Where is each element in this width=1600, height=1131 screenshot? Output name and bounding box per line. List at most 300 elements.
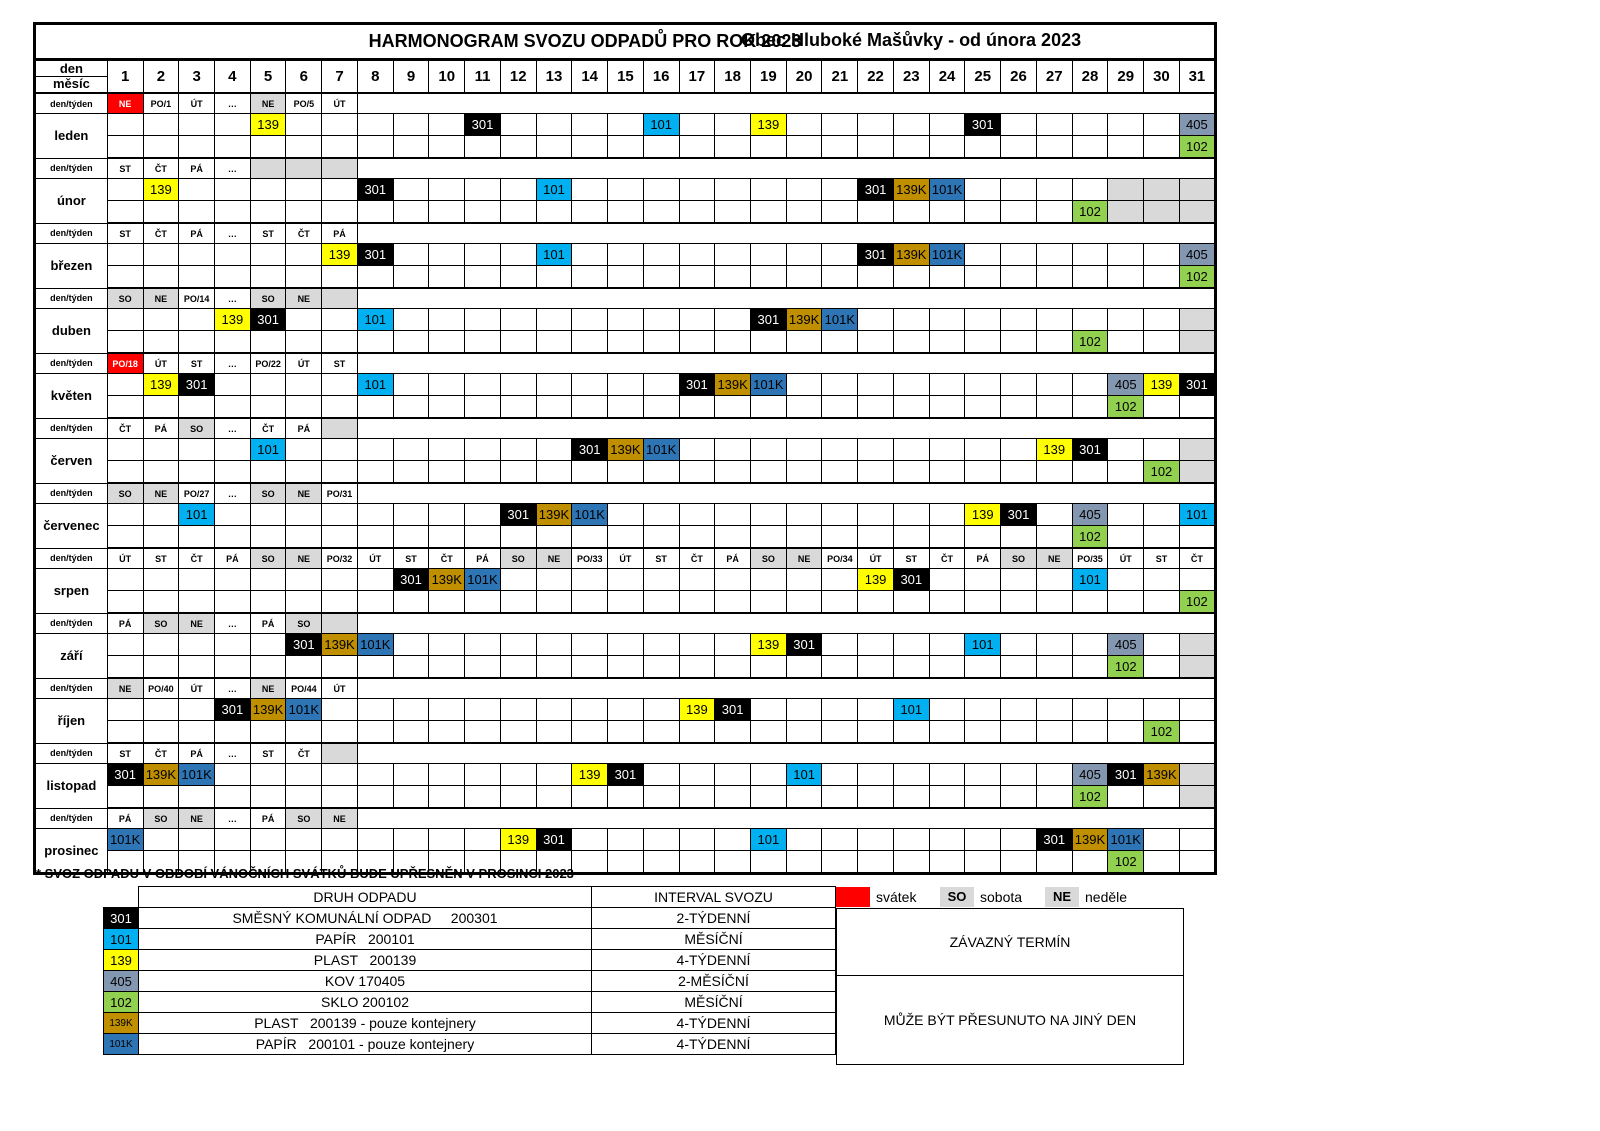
pickup-cell <box>751 504 787 526</box>
pickup-interval: MĚSÍČNÍ <box>592 992 836 1013</box>
pickup-cell <box>965 396 1001 419</box>
pickup-cell <box>1036 526 1072 549</box>
pickup-row-2 <box>35 136 1216 159</box>
weekday-cell: PÁ <box>179 158 215 179</box>
pickup-cell <box>1072 656 1108 679</box>
pickup-cell <box>893 461 929 484</box>
pickup-cell <box>536 309 572 331</box>
pickup-cell: 301 <box>107 764 143 786</box>
day-number: 23 <box>893 60 929 94</box>
pickup-cell <box>250 656 286 679</box>
pickup-cell: 139 <box>214 309 250 331</box>
month-label: říjen <box>35 699 108 744</box>
pickup-cell <box>1144 786 1180 809</box>
pickup-cell <box>143 244 179 266</box>
pickup-cell <box>715 201 751 224</box>
pickup-cell <box>107 786 143 809</box>
pickup-cell <box>1108 331 1144 354</box>
weekday-label: den/týden <box>35 678 108 699</box>
pickup-cell <box>214 266 250 289</box>
pickup-cell <box>679 309 715 331</box>
pickup-cell <box>393 699 429 721</box>
pickup-cell <box>214 114 250 136</box>
weekday-cell: ÚT <box>179 678 215 699</box>
weekday-row <box>35 158 1216 179</box>
pickup-cell <box>393 786 429 809</box>
weekday-cell: SO <box>751 548 787 569</box>
pickup-cell <box>822 591 858 614</box>
day-number: 9 <box>393 60 429 94</box>
pickup-cell: 139K <box>322 634 358 656</box>
pickup-cell: 101K <box>107 829 143 851</box>
pickup-cell <box>893 114 929 136</box>
pickup-cell <box>1036 396 1072 419</box>
pickup-cell <box>500 591 536 614</box>
pickup-cell <box>179 136 215 159</box>
pickup-cell <box>608 699 644 721</box>
weekday-row <box>35 548 1216 569</box>
pickup-cell <box>536 786 572 809</box>
pickup-cell: 139K <box>250 699 286 721</box>
pickup-cell <box>893 656 929 679</box>
pickup-cell <box>858 851 894 874</box>
pickup-row <box>35 374 1216 396</box>
pickup-cell <box>179 461 215 484</box>
pickup-cell <box>322 374 358 396</box>
pickup-cell: 101K <box>643 439 679 461</box>
pickup-cell <box>572 851 608 874</box>
pickup-cell <box>393 309 429 331</box>
pickup-cell <box>179 439 215 461</box>
weekday-cell: … <box>214 158 250 179</box>
pickup-cell <box>536 591 572 614</box>
pickup-cell <box>858 699 894 721</box>
pickup-cell: 301 <box>536 829 572 851</box>
pickup-cell <box>536 114 572 136</box>
pickup-cell <box>715 634 751 656</box>
pickup-row <box>35 114 1216 136</box>
pickup-cell <box>715 526 751 549</box>
pickup-cell <box>465 266 501 289</box>
pickup-cell <box>893 526 929 549</box>
pickup-cell <box>179 201 215 224</box>
pickup-cell: 102 <box>1072 201 1108 224</box>
day-number: 3 <box>179 60 215 94</box>
pickup-cell <box>107 374 143 396</box>
pickup-cell <box>965 179 1001 201</box>
pickup-cell <box>286 309 322 331</box>
pickup-cell <box>715 504 751 526</box>
pickup-cell <box>1072 634 1108 656</box>
pickup-cell <box>250 244 286 266</box>
pickup-cell: 139K <box>1072 829 1108 851</box>
pickup-cell: 101 <box>1072 569 1108 591</box>
pickup-cell <box>1179 656 1215 679</box>
weekday-row <box>35 613 1216 634</box>
pickup-cell <box>643 136 679 159</box>
pickup-cell <box>465 829 501 851</box>
pickup-cell <box>500 136 536 159</box>
pickup-cell <box>1001 266 1037 289</box>
holiday-note: * SVOZ ODPADU V OBDOBÍ VÁNOČNÍCH SVÁTKŮ BUDE UPŘESNĚN V PROSINCI 2023 <box>36 866 574 881</box>
pickup-cell <box>465 721 501 744</box>
pickup-cell <box>786 851 822 874</box>
weekday-cell: ST <box>143 548 179 569</box>
pickup-cell <box>608 179 644 201</box>
pickup-cell <box>107 591 143 614</box>
pickup-cell <box>715 829 751 851</box>
pickup-cell <box>286 374 322 396</box>
pickup-cell <box>679 201 715 224</box>
pickup-cell <box>393 634 429 656</box>
pickup-cell <box>965 656 1001 679</box>
pickup-cell <box>322 396 358 419</box>
pickup-cell: 405 <box>1072 764 1108 786</box>
month-label: červen <box>35 439 108 484</box>
pickup-cell <box>965 136 1001 159</box>
pickup-cell <box>1072 721 1108 744</box>
weekday-cell <box>286 158 322 179</box>
waste-code: 405 <box>104 971 139 992</box>
pickup-cell <box>751 244 787 266</box>
pickup-cell: 139K <box>1144 764 1180 786</box>
pickup-cell <box>1072 374 1108 396</box>
pickup-cell <box>822 526 858 549</box>
pickup-cell <box>465 591 501 614</box>
pickup-cell <box>214 179 250 201</box>
pickup-cell <box>322 309 358 331</box>
pickup-cell <box>1179 396 1215 419</box>
pickup-cell <box>143 634 179 656</box>
pickup-cell: 301 <box>1108 764 1144 786</box>
pickup-interval: 4-TÝDENNÍ <box>592 1013 836 1034</box>
pickup-cell <box>643 244 679 266</box>
pickup-cell <box>214 374 250 396</box>
pickup-cell <box>107 656 143 679</box>
weekday-cell: NE <box>143 483 179 504</box>
weekday-cell: PÁ <box>250 808 286 829</box>
pickup-cell <box>572 309 608 331</box>
pickup-cell <box>1144 136 1180 159</box>
day-number: 10 <box>429 60 465 94</box>
pickup-cell <box>1036 331 1072 354</box>
pickup-cell <box>572 179 608 201</box>
pickup-cell <box>893 309 929 331</box>
pickup-cell <box>429 699 465 721</box>
pickup-cell <box>1179 526 1215 549</box>
sunday-swatch: NE <box>1045 887 1079 907</box>
pickup-cell <box>822 244 858 266</box>
pickup-cell <box>286 526 322 549</box>
pickup-cell <box>322 764 358 786</box>
pickup-cell <box>1001 591 1037 614</box>
pickup-cell: 139 <box>250 114 286 136</box>
weekday-cell: NE <box>286 483 322 504</box>
pickup-cell <box>965 439 1001 461</box>
pickup-cell <box>214 331 250 354</box>
pickup-cell <box>643 201 679 224</box>
weekday-label: den/týden <box>35 418 108 439</box>
pickup-cell <box>500 244 536 266</box>
day-number: 16 <box>643 60 679 94</box>
pickup-cell <box>858 136 894 159</box>
pickup-cell <box>965 721 1001 744</box>
day-number: 11 <box>465 60 501 94</box>
pickup-cell <box>929 396 965 419</box>
pickup-cell <box>536 374 572 396</box>
pickup-cell <box>893 266 929 289</box>
pickup-cell <box>1036 244 1072 266</box>
weekday-cell: NE <box>1036 548 1072 569</box>
weekday-cell: ČT <box>929 548 965 569</box>
pickup-cell <box>893 439 929 461</box>
pickup-cell <box>572 786 608 809</box>
pickup-cell <box>858 721 894 744</box>
pickup-cell <box>965 526 1001 549</box>
weekday-cell: ČT <box>1179 548 1215 569</box>
pickup-cell <box>679 331 715 354</box>
pickup-cell <box>179 786 215 809</box>
pickup-cell <box>965 266 1001 289</box>
pickup-cell <box>893 829 929 851</box>
pickup-cell <box>429 136 465 159</box>
weekday-cell: PÁ <box>286 418 322 439</box>
pickup-cell <box>608 331 644 354</box>
pickup-cell <box>1001 439 1037 461</box>
weekday-cell: SO <box>143 808 179 829</box>
pickup-cell <box>608 201 644 224</box>
weekday-row <box>35 483 1216 504</box>
pickup-cell <box>465 374 501 396</box>
pickup-cell <box>608 851 644 874</box>
pickup-cell <box>608 526 644 549</box>
pickup-cell <box>286 461 322 484</box>
day-number: 28 <box>1072 60 1108 94</box>
pickup-cell <box>858 634 894 656</box>
day-number: 8 <box>357 60 393 94</box>
pickup-cell <box>357 266 393 289</box>
weekday-cell: … <box>214 93 250 114</box>
pickup-cell: 139 <box>143 374 179 396</box>
pickup-cell: 102 <box>1072 331 1108 354</box>
pickup-cell <box>679 179 715 201</box>
pickup-cell <box>1108 201 1144 224</box>
pickup-cell <box>500 721 536 744</box>
pickup-cell <box>107 331 143 354</box>
pickup-cell <box>929 721 965 744</box>
pickup-cell <box>751 591 787 614</box>
pickup-row <box>35 764 1216 786</box>
weekday-cell: PÁ <box>965 548 1001 569</box>
pickup-cell <box>1144 851 1180 874</box>
legend-row <box>104 1034 836 1055</box>
pickup-row-2 <box>35 526 1216 549</box>
pickup-cell: 301 <box>679 374 715 396</box>
pickup-cell <box>1001 851 1037 874</box>
pickup-cell <box>572 569 608 591</box>
pickup-cell <box>179 244 215 266</box>
pickup-cell: 301 <box>214 699 250 721</box>
pickup-cell <box>608 309 644 331</box>
pickup-cell <box>250 569 286 591</box>
pickup-cell <box>965 461 1001 484</box>
pickup-cell <box>643 764 679 786</box>
pickup-cell <box>751 569 787 591</box>
weekday-cell: PÁ <box>107 808 143 829</box>
pickup-cell <box>1179 569 1215 591</box>
pickup-cell <box>214 136 250 159</box>
weekday-label: den/týden <box>35 223 108 244</box>
pickup-cell <box>1001 244 1037 266</box>
day-number: 13 <box>536 60 572 94</box>
pickup-cell <box>929 136 965 159</box>
pickup-cell <box>1036 634 1072 656</box>
pickup-cell <box>214 201 250 224</box>
pickup-cell <box>786 569 822 591</box>
legend-blank <box>104 887 139 908</box>
pickup-cell: 301 <box>393 569 429 591</box>
pickup-cell <box>1144 396 1180 419</box>
pickup-cell <box>465 526 501 549</box>
pickup-cell <box>786 266 822 289</box>
binding-term: ZÁVAZNÝ TERMÍN <box>837 909 1184 976</box>
corner-header <box>35 60 108 94</box>
pickup-cell <box>179 721 215 744</box>
pickup-cell <box>429 721 465 744</box>
pickup-cell <box>1036 764 1072 786</box>
pickup-cell <box>536 266 572 289</box>
weekday-cell: NE <box>286 548 322 569</box>
pickup-cell <box>250 374 286 396</box>
pickup-cell <box>608 504 644 526</box>
pickup-cell <box>393 764 429 786</box>
pickup-cell: 301 <box>500 504 536 526</box>
pickup-cell <box>608 266 644 289</box>
pickup-cell <box>1072 179 1108 201</box>
weekday-cell: NE <box>286 288 322 309</box>
pickup-cell <box>786 244 822 266</box>
pickup-cell <box>429 201 465 224</box>
weekday-cell: ST <box>643 548 679 569</box>
pickup-cell <box>322 656 358 679</box>
weekday-cell: SO <box>107 483 143 504</box>
pickup-cell <box>858 786 894 809</box>
weekday-cell: SO <box>179 418 215 439</box>
pickup-cell <box>1001 179 1037 201</box>
pickup-cell <box>679 526 715 549</box>
pickup-cell: 405 <box>1179 114 1215 136</box>
weekday-cell: SO <box>1001 548 1037 569</box>
pickup-cell: 301 <box>286 634 322 656</box>
pickup-cell <box>715 591 751 614</box>
weekday-cell: PO/27 <box>179 483 215 504</box>
pickup-cell <box>1036 266 1072 289</box>
pickup-row <box>35 699 1216 721</box>
pickup-cell <box>107 569 143 591</box>
pickup-cell <box>1108 699 1144 721</box>
pickup-cell <box>858 396 894 419</box>
pickup-cell <box>465 656 501 679</box>
pickup-cell <box>1108 461 1144 484</box>
pickup-cell <box>679 461 715 484</box>
day-number: 18 <box>715 60 751 94</box>
pickup-cell <box>1108 136 1144 159</box>
pickup-cell <box>643 374 679 396</box>
day-number: 31 <box>1179 60 1215 94</box>
pickup-cell: 301 <box>179 374 215 396</box>
pickup-cell <box>465 201 501 224</box>
pickup-cell <box>858 764 894 786</box>
pickup-cell <box>286 829 322 851</box>
pickup-cell <box>751 699 787 721</box>
pickup-cell <box>643 526 679 549</box>
weekday-cell: ČT <box>107 418 143 439</box>
day-number: 29 <box>1108 60 1144 94</box>
pickup-cell: 301 <box>1001 504 1037 526</box>
pickup-cell <box>822 114 858 136</box>
pickup-cell <box>465 504 501 526</box>
pickup-cell <box>1179 439 1215 461</box>
pickup-cell <box>107 699 143 721</box>
pickup-cell <box>679 721 715 744</box>
pickup-cell <box>286 764 322 786</box>
waste-code: 101 <box>104 929 139 950</box>
weekday-cell: … <box>214 223 250 244</box>
pickup-cell <box>715 114 751 136</box>
pickup-cell: 301 <box>893 569 929 591</box>
pickup-cell <box>1001 374 1037 396</box>
pickup-cell <box>786 396 822 419</box>
day-number-row <box>35 60 1216 94</box>
pickup-cell <box>286 439 322 461</box>
weekday-cell: SO <box>250 288 286 309</box>
pickup-cell <box>250 504 286 526</box>
pickup-cell <box>1144 331 1180 354</box>
pickup-cell <box>893 786 929 809</box>
pickup-cell <box>107 504 143 526</box>
pickup-cell <box>107 179 143 201</box>
pickup-cell: 101 <box>965 634 1001 656</box>
pickup-cell <box>1108 244 1144 266</box>
pickup-cell <box>715 786 751 809</box>
weekday-cell: PO/31 <box>322 483 358 504</box>
pickup-cell <box>1108 114 1144 136</box>
weekday-cell: PÁ <box>250 613 286 634</box>
pickup-cell <box>965 374 1001 396</box>
weekday-cell: NE <box>107 678 143 699</box>
pickup-cell <box>429 829 465 851</box>
weekday-cell: ST <box>179 353 215 374</box>
weekday-cell: PÁ <box>214 548 250 569</box>
weekday-label: den/týden <box>35 808 108 829</box>
pickup-cell <box>322 591 358 614</box>
pickup-cell <box>465 136 501 159</box>
pickup-cell: 101K <box>572 504 608 526</box>
pickup-cell <box>179 331 215 354</box>
pickup-cell <box>107 439 143 461</box>
holiday-label: svátek <box>876 889 917 905</box>
pickup-cell <box>822 699 858 721</box>
pickup-cell <box>429 309 465 331</box>
pickup-cell <box>214 396 250 419</box>
pickup-cell <box>143 461 179 484</box>
month-label: duben <box>35 309 108 354</box>
pickup-cell <box>536 699 572 721</box>
pickup-cell <box>429 461 465 484</box>
pickup-row-2 <box>35 201 1216 224</box>
pickup-cell <box>179 699 215 721</box>
pickup-cell <box>1144 504 1180 526</box>
